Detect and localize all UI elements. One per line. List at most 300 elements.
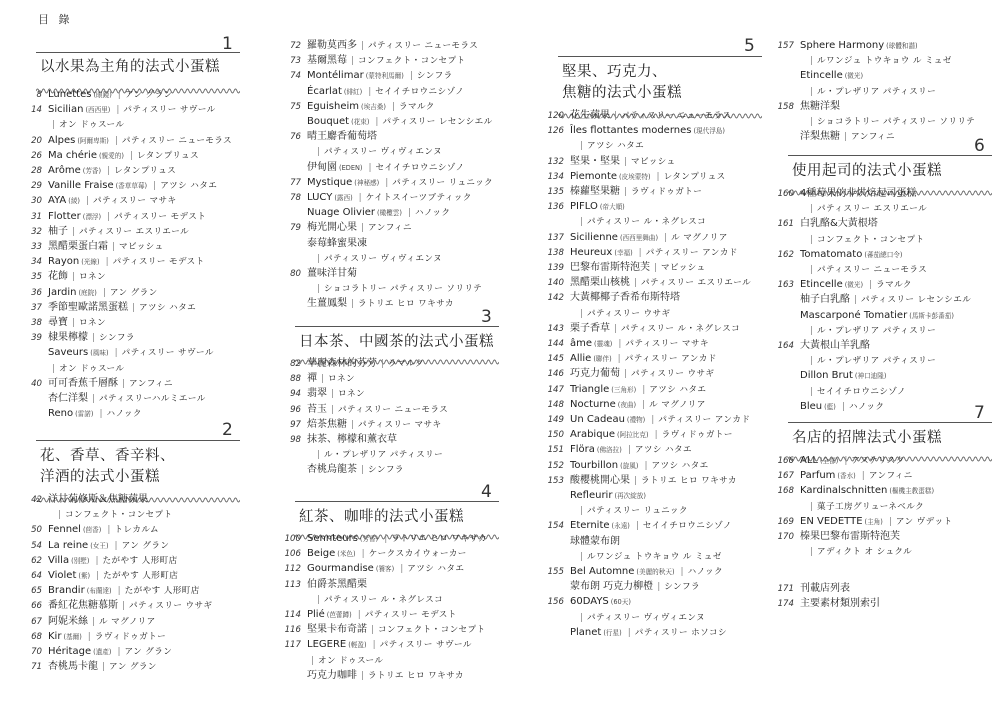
toc-entry[interactable] <box>14 644 172 660</box>
toc-entry[interactable] <box>766 186 916 202</box>
entry-shop-name: コンフェクト・コンセプト <box>378 625 486 636</box>
toc-entry[interactable] <box>14 391 206 407</box>
entry-title: 主要素材類別索引 <box>800 598 880 610</box>
section-number: 1 <box>222 34 233 54</box>
entry-title: Héritage <box>48 646 92 657</box>
entry-title: 苔玉 <box>307 403 327 415</box>
entry-page-number: 163 <box>777 280 794 291</box>
entry-title: Plié <box>307 609 325 620</box>
entry-title: 生薑鳳梨 <box>307 298 347 310</box>
entry-translation: (聯伴) <box>593 355 612 364</box>
toc-entry[interactable] <box>536 214 706 230</box>
separator-bar: | <box>372 640 376 651</box>
toc-entry[interactable] <box>273 251 442 267</box>
toc-entry[interactable] <box>766 292 971 308</box>
entry-title: Nocturne <box>570 398 616 410</box>
toc-entry[interactable] <box>14 193 176 209</box>
toc-entry[interactable] <box>14 361 124 377</box>
section-number: 4 <box>481 482 492 502</box>
entry-translation: (遺產) <box>93 648 112 656</box>
toc-entry[interactable] <box>273 561 464 577</box>
toc-entry[interactable] <box>273 622 486 638</box>
entry-translation: (親愛的) <box>98 151 124 160</box>
toc-entry[interactable] <box>14 315 106 331</box>
entry-page-number: 114 <box>284 610 301 620</box>
section-title: 使用起司的法式小蛋糕 <box>792 163 942 179</box>
entry-page-number: 156 <box>547 597 564 608</box>
entry-page-number: 106 <box>284 549 301 560</box>
toc-entry[interactable] <box>14 330 135 346</box>
entry-page-number: 138 <box>547 247 564 258</box>
toc-entry[interactable] <box>14 659 157 675</box>
entry-title: 球體蒙布朗 <box>570 535 620 547</box>
entry-title: 榛蘿堅果糖 <box>570 186 620 197</box>
separator-bar: | <box>810 356 814 367</box>
entry-shop-name: シンフラ <box>99 333 135 344</box>
entry-shop-name: パティスリー ヴィヴィエンヌ <box>324 147 443 158</box>
toc-entry[interactable] <box>273 236 367 251</box>
entry-page-number: 32 <box>31 226 42 237</box>
entry-shop-name: アン グラン <box>109 662 157 673</box>
entry-shop-name: パティスリー モデスト <box>112 257 205 268</box>
entry-shop-name: パティスリー ウサギ <box>129 601 213 612</box>
entry-shop-name: コンフェクト・コンセプト <box>358 56 466 67</box>
toc-entry[interactable] <box>14 224 189 240</box>
toc-entry[interactable] <box>14 583 200 599</box>
entry-title: 可可香蕉千層酥 <box>48 377 118 389</box>
separator-bar: | <box>122 601 126 612</box>
toc-entry[interactable] <box>273 546 467 562</box>
entry-shop-name: パティスリーハルミエール <box>99 394 206 404</box>
entry-shop-name: パティスリー エスリエール <box>641 278 752 289</box>
entry-translation: (EDEN) <box>339 163 363 172</box>
toc-entry[interactable] <box>273 129 377 145</box>
toc-entry[interactable] <box>273 592 443 608</box>
separator-bar: | <box>112 242 116 252</box>
toc-entry[interactable] <box>273 190 472 206</box>
separator-bar: | <box>861 471 865 482</box>
entry-shop-name: パティスリー アンカド <box>624 354 717 365</box>
toc-entry[interactable] <box>273 447 443 463</box>
entry-page-number: 100 <box>284 534 301 544</box>
entry-shop-name: パティスリー ウサギ <box>631 369 715 380</box>
separator-bar: | <box>357 610 361 620</box>
separator-bar: | <box>635 521 639 532</box>
entry-page-number: 71 <box>31 662 42 673</box>
separator-bar: | <box>371 625 375 636</box>
separator-bar: | <box>580 551 584 562</box>
entry-translation: (布蘭達) <box>86 587 112 596</box>
toc-entry[interactable] <box>14 345 214 361</box>
entry-page-number: 98 <box>290 435 301 445</box>
entry-shop-name: レタンプリュス <box>136 150 199 161</box>
section-divider <box>295 501 499 502</box>
toc-entry[interactable] <box>273 462 404 478</box>
entry-shop-name: ハノック <box>687 567 723 577</box>
separator-bar: | <box>368 86 372 97</box>
toc-entry[interactable] <box>766 468 913 484</box>
toc-entry[interactable] <box>273 281 482 297</box>
entry-page-number: 151 <box>547 445 564 456</box>
toc-entry[interactable] <box>273 371 355 387</box>
toc-entry[interactable] <box>766 38 920 54</box>
toc-entry[interactable] <box>14 209 206 225</box>
toc-entry[interactable] <box>536 564 723 580</box>
separator-bar: | <box>58 510 62 521</box>
entry-shop-name: パティスリー マサキ <box>358 419 442 430</box>
separator-bar: | <box>644 460 648 471</box>
entry-page-number: 37 <box>31 302 42 313</box>
entry-title: 柚子 <box>48 225 68 237</box>
toc-entry[interactable] <box>273 175 493 191</box>
entry-title: 巧克力葡萄 <box>570 368 620 380</box>
entry-title: 薑味洋甘菊 <box>307 268 357 279</box>
toc-entry[interactable] <box>536 351 717 367</box>
toc-entry[interactable] <box>766 216 878 232</box>
entry-shop-name: シンフラ <box>368 465 404 476</box>
toc-entry[interactable] <box>536 199 627 215</box>
toc-entry[interactable] <box>536 579 700 595</box>
entry-title: PIFLO <box>570 201 598 213</box>
entry-title: 4種莓果的非烘焙起司蛋糕 <box>800 188 917 199</box>
toc-entry[interactable] <box>14 163 176 179</box>
entry-title: Lunettes <box>48 89 92 100</box>
entry-translation: (樞機主教蛋糕) <box>889 487 935 496</box>
toc-entry[interactable] <box>14 538 169 554</box>
toc-entry[interactable] <box>766 262 927 278</box>
toc-entry[interactable] <box>766 483 936 499</box>
entry-title: 梅光開心果 <box>307 222 357 234</box>
toc-entry[interactable] <box>536 260 706 276</box>
entry-page-number: 50 <box>31 525 42 536</box>
toc-entry[interactable] <box>273 220 412 236</box>
entry-title: LUCY <box>307 192 333 203</box>
toc-entry[interactable] <box>273 637 472 653</box>
toc-entry[interactable] <box>273 296 454 312</box>
toc-entry[interactable] <box>273 144 442 160</box>
entry-shop-name: ラトリエ ヒロ ワキサカ <box>358 299 454 310</box>
separator-bar: | <box>627 627 631 638</box>
toc-entry[interactable] <box>14 406 142 422</box>
entry-shop-name: ハノック <box>415 208 451 219</box>
toc-entry[interactable] <box>273 38 478 54</box>
separator-bar: | <box>114 135 118 146</box>
toc-entry[interactable] <box>14 614 156 630</box>
toc-entry[interactable] <box>14 492 148 508</box>
toc-entry[interactable] <box>766 399 884 415</box>
entry-title: 巴黎布雷斯特泡芙 <box>570 262 650 273</box>
toc-entry[interactable] <box>14 285 158 301</box>
toc-entry[interactable] <box>14 300 196 316</box>
entry-shop-name: パティスリー ヴィヴィエンヌ <box>324 253 443 264</box>
entry-page-number: 113 <box>284 579 301 590</box>
toc-entry[interactable] <box>273 114 493 130</box>
entry-translation: (芳香) <box>82 167 102 175</box>
toc-entry[interactable] <box>536 503 688 519</box>
section-divider <box>558 56 762 57</box>
entry-title: Nuage Olivier <box>307 207 376 219</box>
toc-entry[interactable] <box>536 412 750 428</box>
entry-title: Sicilian <box>48 104 84 116</box>
entry-page-number: 142 <box>547 293 564 304</box>
entry-page-number: 79 <box>290 223 301 234</box>
entry-title: 杏桃烏龍茶 <box>307 464 357 476</box>
toc-entry[interactable] <box>766 499 924 515</box>
entry-page-number: 70 <box>31 647 42 657</box>
toc-entry[interactable] <box>536 610 705 626</box>
entry-title: Kir <box>48 630 62 642</box>
entry-translation: (茴香) <box>82 526 102 535</box>
toc-entry[interactable] <box>14 507 173 523</box>
toc-entry[interactable] <box>14 269 106 285</box>
separator-bar: | <box>317 253 321 264</box>
entry-page-number: 146 <box>547 369 564 380</box>
toc-entry[interactable] <box>766 353 936 369</box>
separator-bar: | <box>361 670 365 681</box>
entry-page-number: 137 <box>547 232 564 243</box>
section-divider <box>295 326 499 327</box>
entry-translation: (三角形) <box>611 385 637 394</box>
entry-page-number: 26 <box>31 150 42 161</box>
toc-entry[interactable] <box>14 598 212 614</box>
toc-entry[interactable] <box>14 178 217 194</box>
toc-entry[interactable] <box>766 323 936 339</box>
toc-entry[interactable] <box>766 68 865 84</box>
separator-bar: | <box>634 475 638 486</box>
toc-entry[interactable] <box>536 594 633 610</box>
separator-bar: | <box>580 217 584 228</box>
entry-shop-name: コンフェクト・コンセプト <box>65 510 173 521</box>
separator-bar: | <box>317 450 321 461</box>
entry-shop-name: たがやす 人形町店 <box>102 555 178 566</box>
entry-shop-name: アンフィニ <box>868 471 913 482</box>
toc-entry[interactable] <box>766 308 956 324</box>
toc-entry[interactable] <box>536 138 644 154</box>
toc-entry[interactable] <box>14 117 124 133</box>
toc-entry[interactable] <box>766 277 912 293</box>
toc-entry[interactable] <box>536 321 740 337</box>
toc-entry[interactable] <box>536 306 670 322</box>
entry-shop-name: ルワンジュ トウキョウ ル ミュゼ <box>587 551 722 562</box>
separator-bar: | <box>361 41 365 51</box>
entry-translation: (芳香) <box>359 535 379 543</box>
toc-entry[interactable] <box>536 427 733 443</box>
toc-entry[interactable] <box>536 473 737 489</box>
toc-entry[interactable] <box>14 568 178 584</box>
entry-page-number: 149 <box>547 415 564 425</box>
entry-page-number: 168 <box>777 486 794 497</box>
toc-entry[interactable] <box>273 84 464 100</box>
entry-title: Sicilienne <box>570 231 618 243</box>
toc-entry[interactable] <box>273 53 466 69</box>
entry-shop-name: ラトリエ ヒロ ワキサカ <box>368 670 464 681</box>
toc-entry[interactable] <box>14 133 232 149</box>
entry-shop-name: パティスリー ニューモラス <box>368 41 479 51</box>
entry-page-number: 67 <box>31 616 42 627</box>
toc-entry[interactable] <box>536 382 706 398</box>
toc-entry[interactable] <box>536 108 731 124</box>
entry-translation: (蒙特利馬爾) <box>365 72 404 81</box>
entry-page-number: 30 <box>31 196 42 207</box>
entry-title: 焙茶焦糖 <box>307 418 347 430</box>
entry-translation: (蕃茄總口令) <box>864 250 903 259</box>
entry-shop-name: レタンプリュス <box>663 171 726 182</box>
separator-bar: | <box>810 547 814 558</box>
entry-translation: (藍) <box>824 402 836 411</box>
toc-entry[interactable] <box>273 577 367 593</box>
entry-title: 柚子白乳酪 <box>800 294 850 306</box>
toc-entry[interactable] <box>273 68 453 84</box>
toc-entry[interactable] <box>766 514 953 530</box>
separator-bar: | <box>656 171 660 182</box>
entry-page-number: 76 <box>290 132 301 143</box>
toc-entry[interactable] <box>273 653 383 669</box>
entry-shop-name: ラマルク <box>399 101 435 112</box>
toc-entry[interactable] <box>14 522 159 538</box>
entry-title: 巧克力咖啡 <box>307 669 357 681</box>
separator-bar: | <box>72 226 76 237</box>
toc-entry[interactable] <box>14 254 205 270</box>
separator-bar: | <box>117 586 121 597</box>
separator-bar: | <box>381 359 385 369</box>
entry-page-number: 34 <box>31 257 42 268</box>
entry-translation: (旋風) <box>620 461 639 470</box>
entry-translation: (綾) <box>68 197 80 206</box>
entry-shop-name: パティスリー モデスト <box>114 211 207 222</box>
toc-entry[interactable] <box>766 84 936 100</box>
entry-translation: (香水) <box>837 472 856 481</box>
separator-bar: | <box>87 631 91 642</box>
entry-title: 榛果巴黎布雷斯特泡芙 <box>800 531 900 542</box>
toc-entry[interactable] <box>14 102 216 118</box>
toc-entry[interactable] <box>273 402 448 418</box>
toc-entry[interactable] <box>766 247 904 263</box>
toc-entry[interactable] <box>766 368 888 384</box>
entry-translation: (光線) <box>81 258 100 267</box>
toc-entry[interactable] <box>766 99 840 115</box>
toc-entry[interactable] <box>273 607 457 623</box>
toc-entry[interactable] <box>14 376 173 392</box>
toc-entry[interactable] <box>766 338 870 354</box>
toc-entry[interactable] <box>766 581 850 597</box>
toc-entry[interactable] <box>766 453 905 469</box>
entry-page-number: 154 <box>547 521 564 532</box>
toc-entry[interactable] <box>766 129 895 145</box>
entry-shop-name: オン ドゥスール <box>59 363 125 374</box>
entry-shop-name: オン ドゥスール <box>59 120 125 131</box>
toc-entry[interactable] <box>273 531 487 547</box>
entry-title: Eguisheim <box>307 100 360 112</box>
entry-shop-name: ラヴィドゥガトー <box>94 631 167 642</box>
entry-title: Montélimar <box>307 70 364 82</box>
toc-entry[interactable] <box>273 160 464 176</box>
toc-entry[interactable] <box>273 432 397 448</box>
separator-bar: | <box>317 147 321 158</box>
entry-page-number: 171 <box>777 584 794 594</box>
toc-entry[interactable] <box>766 53 952 69</box>
entry-translation: (米色) <box>337 550 356 559</box>
toc-entry[interactable] <box>536 458 709 474</box>
toc-entry[interactable] <box>536 154 676 170</box>
toc-entry[interactable] <box>536 442 692 458</box>
toc-entry[interactable] <box>536 169 726 185</box>
toc-entry[interactable] <box>536 397 706 413</box>
toc-entry[interactable] <box>14 148 199 164</box>
toc-entry[interactable] <box>536 245 738 261</box>
toc-entry[interactable] <box>766 529 900 545</box>
separator-bar: | <box>105 257 109 268</box>
entry-page-number: 117 <box>284 640 301 651</box>
toc-entry[interactable] <box>14 239 164 255</box>
entry-title: Flöra <box>570 444 595 456</box>
separator-bar: | <box>72 318 76 328</box>
entry-page-number: 157 <box>777 41 794 51</box>
toc-entry[interactable] <box>536 366 714 382</box>
toc-entry[interactable] <box>273 417 441 433</box>
toc-entry[interactable] <box>766 232 925 248</box>
toc-entry[interactable] <box>273 668 464 684</box>
toc-entry[interactable] <box>536 336 709 352</box>
toc-entry[interactable] <box>536 534 620 549</box>
entry-title: 尋寶 <box>48 317 68 328</box>
toc-entry[interactable] <box>536 488 648 504</box>
entry-shop-name: ル マグノリア <box>99 616 156 627</box>
entry-title: Piemonte <box>570 170 618 182</box>
entry-title: 蒙布朗 巧克力柳橙 <box>570 581 654 593</box>
toc-entry[interactable] <box>766 201 927 217</box>
entry-shop-name: トレカルム <box>114 525 159 536</box>
entry-title: 堅果・堅果 <box>570 155 620 167</box>
separator-bar: | <box>86 196 90 207</box>
toc-entry[interactable] <box>273 99 435 115</box>
toc-entry[interactable] <box>766 384 906 400</box>
toc-entry[interactable] <box>536 275 751 291</box>
entry-title: Sphere Harmony <box>800 40 885 51</box>
toc-entry[interactable] <box>536 549 722 565</box>
entry-title: Etincelle <box>800 70 843 82</box>
toc-entry[interactable] <box>14 87 173 103</box>
toc-entry[interactable] <box>273 266 357 282</box>
entry-title: Violet <box>48 570 77 581</box>
entry-page-number: 144 <box>547 339 564 349</box>
entry-shop-name: ラマルク <box>876 280 912 291</box>
separator-bar: | <box>810 325 814 336</box>
toc-entry[interactable] <box>14 553 178 569</box>
entry-translation: (美麗的秋天) <box>636 568 675 576</box>
toc-entry[interactable] <box>536 230 728 246</box>
entry-page-number: 160 <box>777 189 794 199</box>
entry-title: Vanille Fraise <box>48 180 114 192</box>
toc-entry[interactable] <box>273 386 365 402</box>
toc-entry[interactable] <box>766 544 912 560</box>
toc-entry[interactable] <box>273 205 450 221</box>
entry-shop-name: ル マグノリア <box>649 399 706 410</box>
toc-entry[interactable] <box>766 596 880 612</box>
toc-entry[interactable] <box>536 625 727 641</box>
toc-entry[interactable] <box>14 629 166 645</box>
entry-page-number: 112 <box>284 564 301 575</box>
entry-page-number: 174 <box>777 599 794 610</box>
toc-entry[interactable] <box>273 356 424 372</box>
toc-entry[interactable] <box>536 518 732 534</box>
toc-entry[interactable] <box>536 290 680 306</box>
entry-shop-name: アディクト オ シュクル <box>817 547 913 558</box>
separator-bar: | <box>624 187 628 197</box>
toc-entry[interactable] <box>766 114 975 130</box>
toc-entry[interactable] <box>536 123 727 139</box>
entry-title: 番紅花焦糖慕斯 <box>48 600 118 612</box>
toc-entry[interactable] <box>536 184 702 200</box>
